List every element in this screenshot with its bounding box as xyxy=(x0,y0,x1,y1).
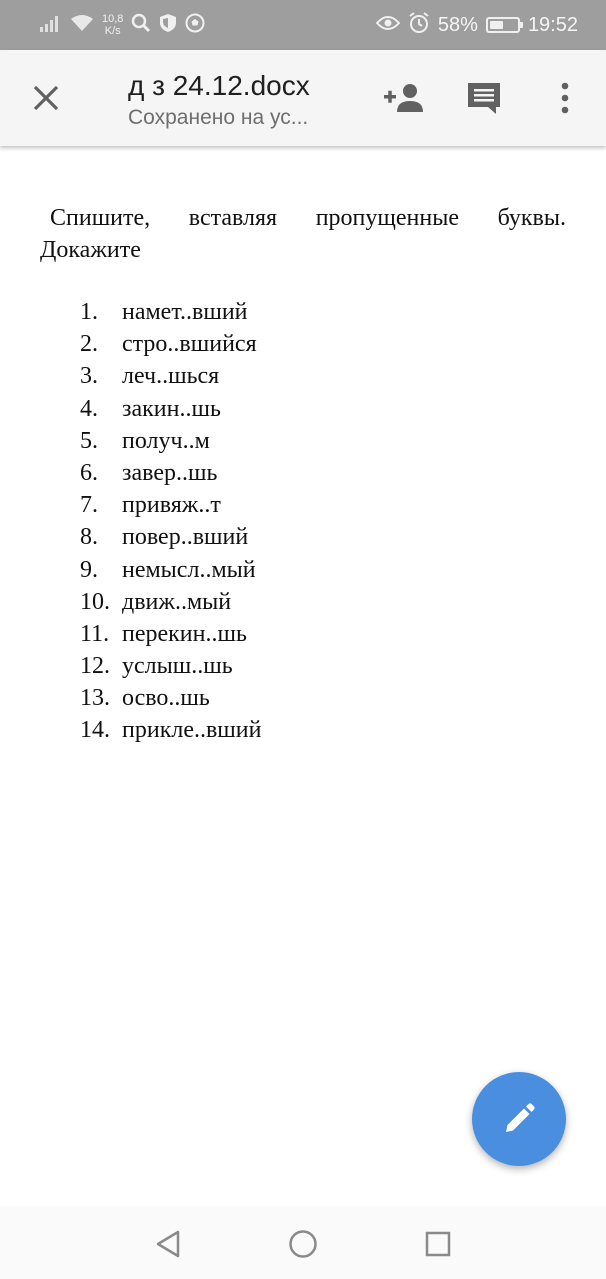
item-word: прикле..вший xyxy=(122,717,262,744)
list-item xyxy=(80,682,261,714)
list-item xyxy=(80,586,261,618)
item-word: осво..шь xyxy=(122,685,210,712)
edit-button[interactable] xyxy=(472,1072,566,1166)
item-word: леч..шься xyxy=(122,363,220,390)
battery-icon xyxy=(486,17,520,33)
list-item xyxy=(80,554,261,586)
more-options-button[interactable] xyxy=(541,74,589,122)
item-word: повер..вший xyxy=(122,524,249,551)
list-item xyxy=(80,714,261,746)
item-word: немысл..мый xyxy=(122,556,256,583)
item-number: 12. xyxy=(80,653,110,680)
word-list xyxy=(80,296,261,747)
home-button[interactable] xyxy=(281,1222,325,1266)
more-vert-icon xyxy=(560,82,570,114)
shield-icon xyxy=(159,13,177,38)
recents-square-icon xyxy=(424,1230,452,1258)
assignment-line-2: Докажите xyxy=(40,237,141,263)
item-number: 3. xyxy=(80,363,98,390)
list-item xyxy=(80,393,261,425)
add-person-icon xyxy=(382,82,426,114)
item-number: 5. xyxy=(80,427,98,454)
item-word: завер..шь xyxy=(122,459,218,486)
alarm-icon xyxy=(408,12,430,39)
signal-icon xyxy=(40,14,62,37)
back-button[interactable] xyxy=(146,1222,190,1266)
item-word: привяж..т xyxy=(122,492,221,519)
item-number: 11. xyxy=(80,620,110,647)
ball-icon xyxy=(185,13,205,38)
item-number: 8. xyxy=(80,524,98,551)
item-word: намет..вший xyxy=(122,299,248,325)
document-title: д з 24.12.docx xyxy=(128,70,310,101)
list-item xyxy=(80,521,261,553)
item-word: закин..шь xyxy=(122,395,221,422)
network-speed xyxy=(102,13,123,37)
list-item xyxy=(80,457,261,489)
assignment-line-1 xyxy=(40,202,566,234)
list-item xyxy=(80,618,261,650)
assignment-word: вставляя xyxy=(188,205,278,231)
assignment-text xyxy=(40,202,566,266)
item-word: получ..м xyxy=(122,427,210,454)
item-word: стро..вшийся xyxy=(122,331,257,358)
list-item xyxy=(80,360,261,392)
assignment-word: пропущенные xyxy=(315,205,459,231)
item-number: 10. xyxy=(80,588,110,615)
home-circle-icon xyxy=(288,1229,318,1259)
network-speed-value: 10,8 xyxy=(102,13,124,25)
list-item xyxy=(80,489,261,521)
status-bar xyxy=(0,0,606,50)
status-left xyxy=(40,13,205,38)
item-number: 14. xyxy=(80,717,110,744)
save-status: Сохранено на ус... xyxy=(128,106,309,129)
item-number: 4. xyxy=(80,395,98,422)
close-button[interactable] xyxy=(22,74,70,122)
battery-fill xyxy=(490,21,503,29)
close-icon xyxy=(32,84,60,112)
item-word: перекин..шь xyxy=(122,620,247,647)
item-number: 13. xyxy=(80,685,110,712)
item-word: движ..мый xyxy=(122,588,232,615)
item-number: 9. xyxy=(80,556,98,583)
status-right xyxy=(376,12,578,39)
item-number: 6. xyxy=(80,459,98,486)
list-item xyxy=(80,425,261,457)
comment-icon xyxy=(466,81,502,115)
list-item xyxy=(80,650,261,682)
share-button[interactable] xyxy=(380,74,428,122)
item-number: 2. xyxy=(80,331,98,358)
back-triangle-icon xyxy=(154,1229,182,1259)
clock: 19:52 xyxy=(527,13,578,36)
app-bar xyxy=(0,50,606,146)
comments-button[interactable] xyxy=(460,74,508,122)
battery-percent: 58% xyxy=(437,13,478,36)
pencil-icon xyxy=(502,1102,536,1136)
assignment-word: буквы. xyxy=(497,205,566,231)
item-number: 1. xyxy=(80,299,98,325)
list-item xyxy=(80,328,261,360)
recents-button[interactable] xyxy=(416,1222,460,1266)
item-word: услыш..шь xyxy=(122,653,233,680)
navigation-bar xyxy=(0,1206,606,1279)
assignment-word: Спишите, xyxy=(50,205,151,231)
item-number: 7. xyxy=(80,492,98,519)
list-item xyxy=(80,296,261,328)
document-titles xyxy=(128,68,338,132)
wifi-icon xyxy=(70,14,94,37)
network-speed-unit: K/s xyxy=(104,25,121,37)
eye-icon xyxy=(376,15,400,36)
search-icon xyxy=(131,13,151,38)
